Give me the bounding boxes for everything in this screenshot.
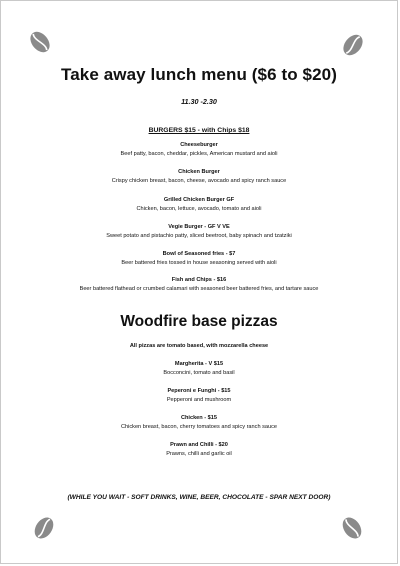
menu-item-description: Beer battered flathead or crumbed calamari with seasoned beer battered fries, and tartare sauce bbox=[79, 286, 319, 292]
menu-item-description: Crispy chicken breast, bacon, cheese, avocado and spicy ranch sauce bbox=[111, 178, 287, 184]
menu-item-name: Peperoni e Funghi - $15 bbox=[167, 388, 231, 394]
menu-item-description: Sweet potato and pistachio patty, sliced beetroot, baby spinach and tzatziki bbox=[106, 233, 292, 239]
coffee-bean-icon bbox=[339, 515, 365, 541]
menu-item-description: Bocconcini, tomato and basil bbox=[163, 370, 235, 376]
menu-item-name: Prawn and Chilli - $20 bbox=[170, 442, 228, 448]
menu-item-description: Chicken, bacon, lettuce, avocado, tomato and aioli bbox=[136, 206, 262, 212]
menu-item-name: Bowl of Seasoned fries - $7 bbox=[162, 251, 236, 257]
menu-item-description: Beer battered fries tossed in house seasoning served with aioli bbox=[121, 260, 277, 266]
menu-title: Take away lunch menu ($6 to $20) bbox=[61, 65, 337, 84]
menu-item-name: Vegie Burger - GF V VE bbox=[168, 224, 230, 230]
menu-item-name: Chicken Burger bbox=[178, 169, 220, 175]
coffee-bean-icon bbox=[340, 32, 366, 58]
menu-item-description: Beef patty, bacon, cheddar, pickles, American mustard and aioli bbox=[120, 151, 278, 157]
menu-item-name: Chicken - $15 bbox=[180, 415, 218, 421]
menu-item-description: Chicken breast, bacon, cherry tomatoes and spicy ranch sauce bbox=[120, 424, 278, 430]
opening-hours: 11.30 -2.30 bbox=[181, 97, 217, 106]
menu-item-description: Pepperoni and mushroom bbox=[166, 397, 232, 403]
footer-note: (WHILE YOU WAIT - SOFT DRINKS, WINE, BEER, CHOCOLATE - SPAR NEXT DOOR) bbox=[67, 494, 331, 501]
coffee-bean-icon bbox=[31, 515, 57, 541]
menu-item-name: Grilled Chicken Burger GF bbox=[163, 197, 235, 203]
burgers-heading: BURGERS $15 - with Chips $18 bbox=[148, 127, 250, 134]
menu-item-name: Cheeseburger bbox=[180, 142, 218, 148]
menu-item-name: Margherita - V $15 bbox=[174, 361, 224, 367]
coffee-bean-icon bbox=[27, 29, 53, 55]
pizzas-note: All pizzas are tomato based, with mozzarella cheese bbox=[129, 343, 269, 349]
pizzas-heading: Woodfire base pizzas bbox=[120, 313, 278, 330]
menu-item-description: Prawns, chilli and garlic oil bbox=[166, 451, 232, 457]
menu-item-name: Fish and Chips - $16 bbox=[171, 277, 227, 283]
